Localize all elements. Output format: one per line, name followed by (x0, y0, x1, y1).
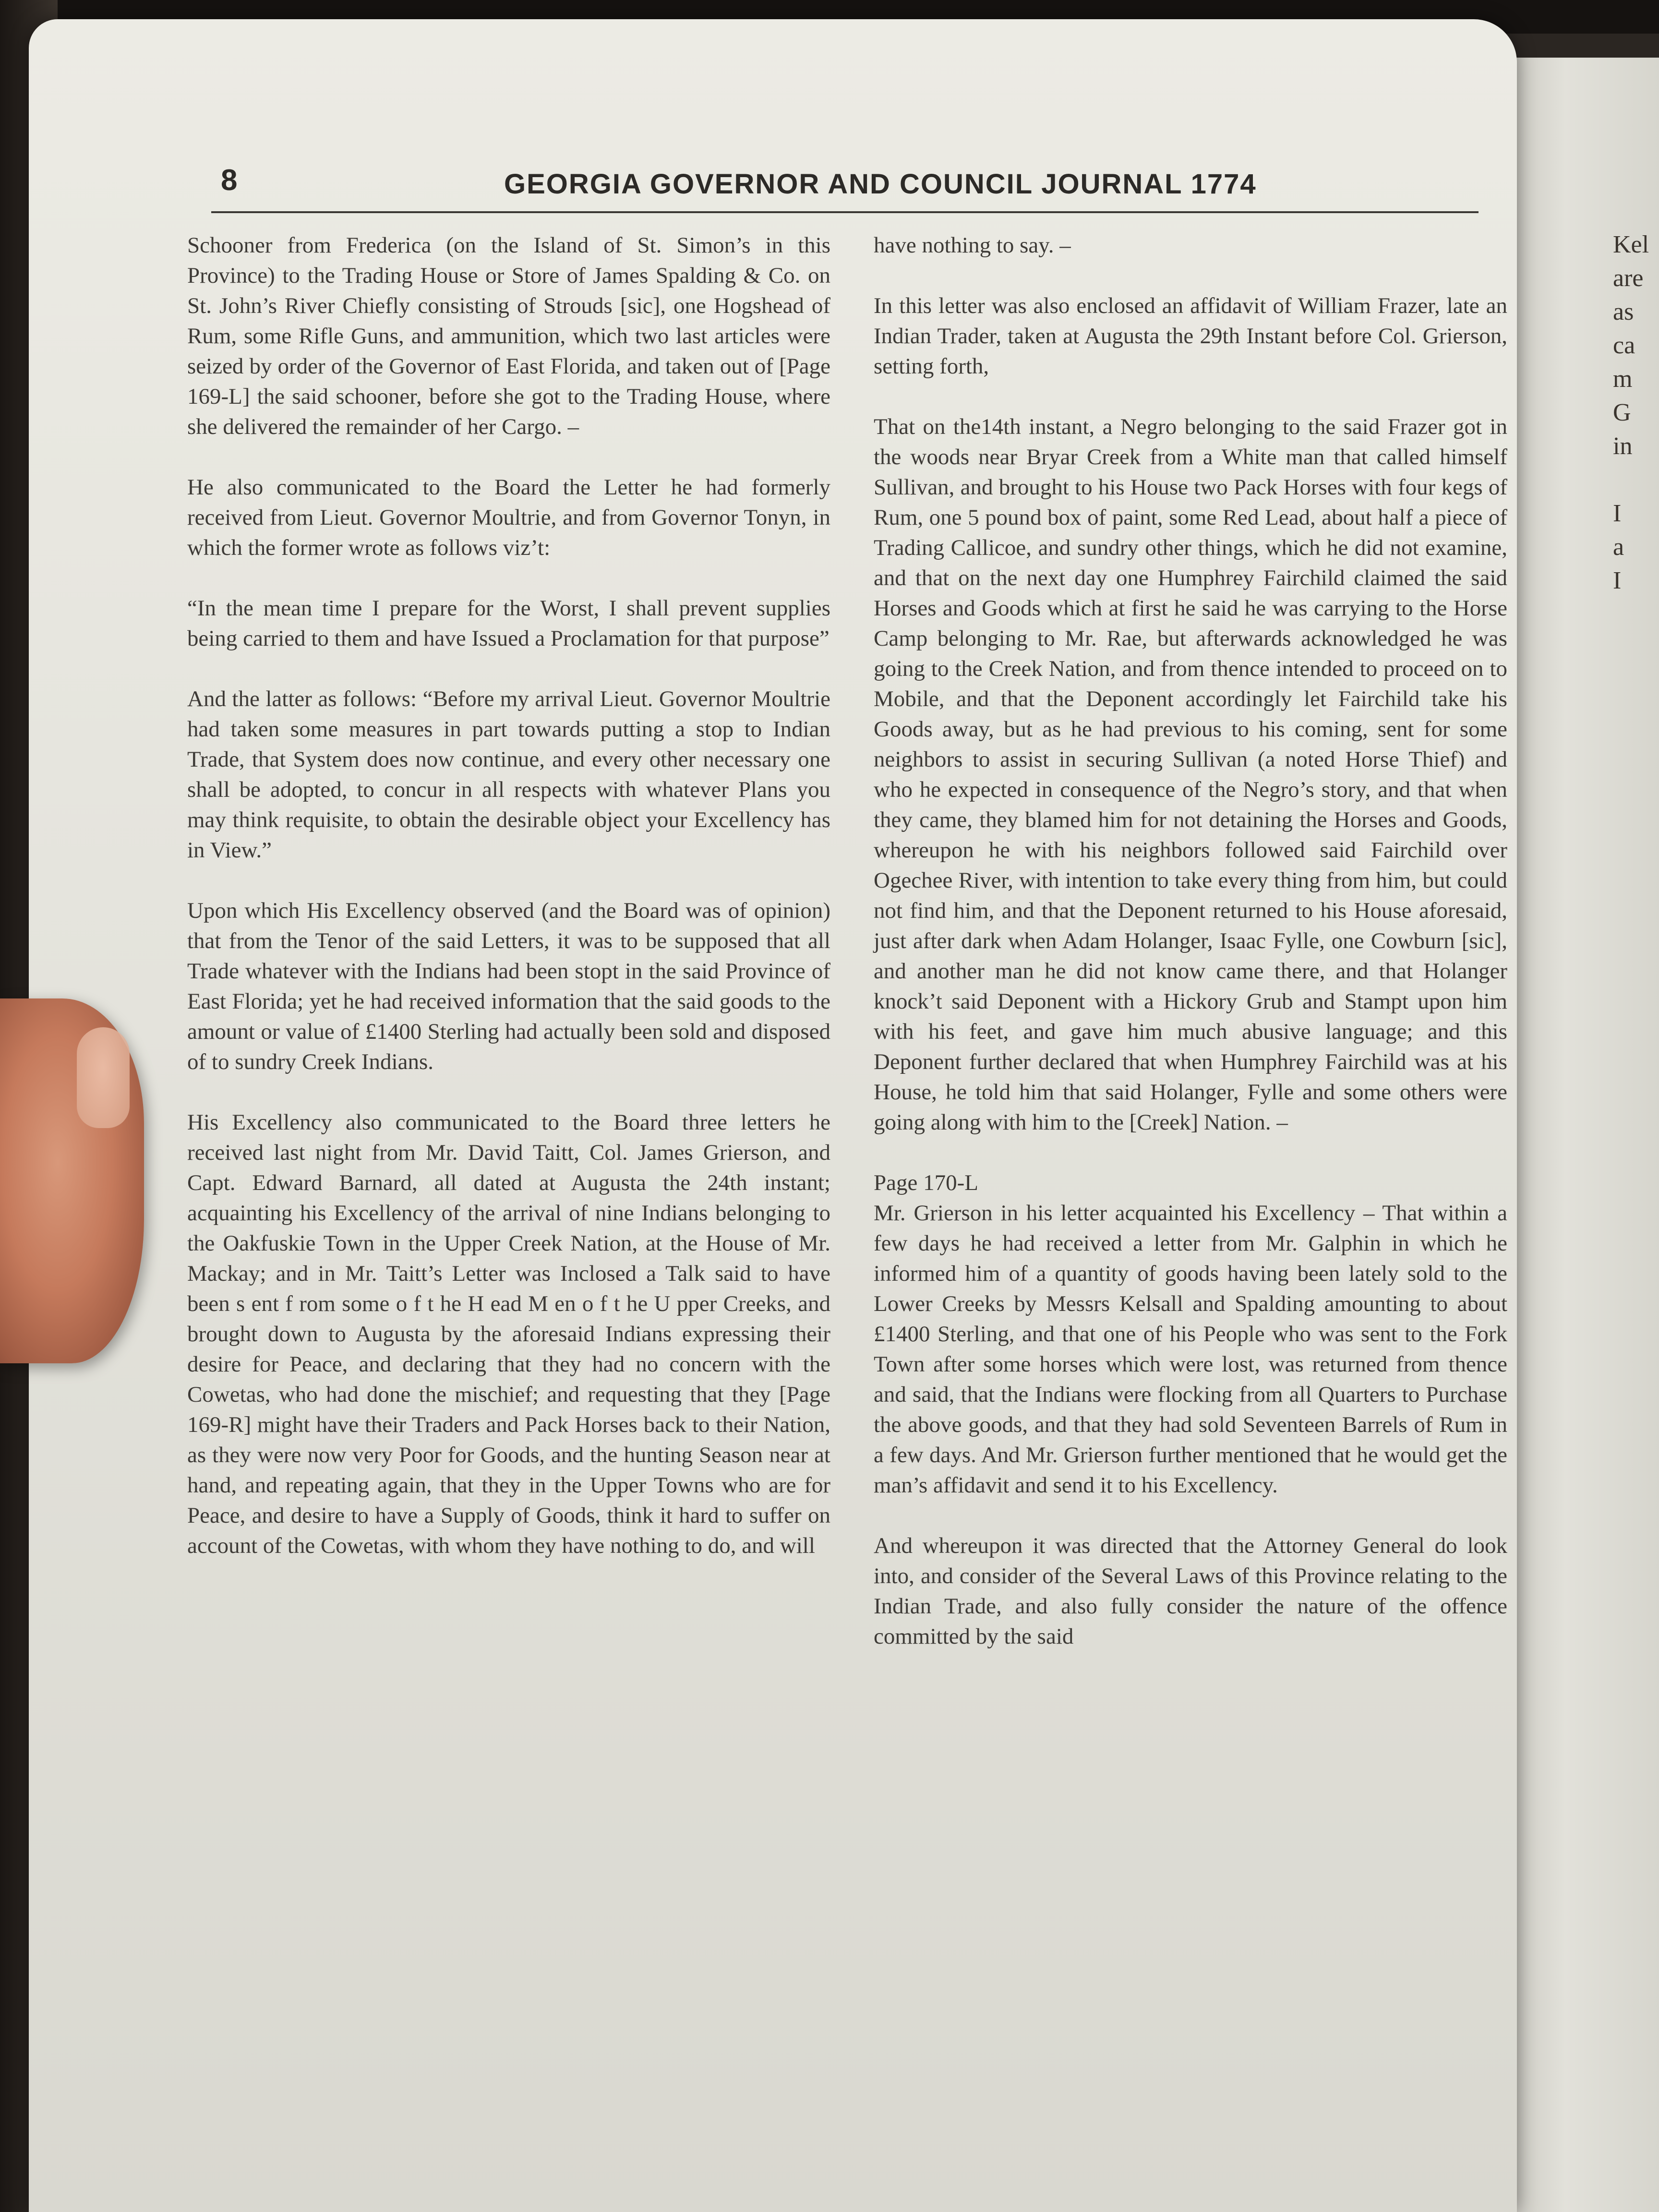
page-reference: Page 170-L (874, 1170, 978, 1195)
facing-page-fragment: Kel (1613, 231, 1649, 258)
facing-page-fragment: as (1613, 298, 1634, 325)
left-column (187, 230, 830, 1591)
header-rule (211, 211, 1479, 213)
paragraph: Schooner from Frederica (on the Island of St. Simon’s in this Province) to the Trading House or Store of James Spalding & Co. on St. John’s River Chiefly consisting of Strouds [sic], one Hogshead of Rum, some Rifle Guns, and ammunition, which two last articles were seized by order of the Governor of East Florida, and taken out of [Page 169-L] the said schooner, before she got to the Trading House, where she delivered the remainder of her Cargo. – (187, 233, 830, 439)
facing-page-fragment: ca (1613, 332, 1635, 359)
facing-page-fragment: G (1613, 399, 1631, 426)
facing-page (1503, 58, 1659, 2212)
facing-page-fragment: a (1613, 533, 1624, 561)
right-column (874, 230, 1507, 1682)
paragraph: “In the mean time I prepare for the Worst, I shall prevent supplies being carried to them and have Issued a Proclamation for that purpose” (187, 596, 830, 651)
facing-page-fragment: are (1613, 264, 1644, 292)
facing-page-fragment: I (1613, 567, 1622, 594)
page-header (192, 163, 1488, 206)
facing-page-fragment: m (1613, 365, 1633, 393)
paragraph: His Excellency also communicated to the Board three letters he received last night from Mr. David Taitt, Col. James Grierson, and Capt. Edward Barnard, all dated at Augusta the 24th instant; acquainting his Excellency of the arrival of nine Indians belonging to the Oakfuskie Town in the Upper Creek Nation, at the House of Mr. Mackay; and in Mr. Taitt’s Letter was Inclosed a Talk said to have been s ent f rom some o f t he H ead M en o f t he U pper Creeks, and brought down to Augusta by the aforesaid Indians expressing their desire for Peace, and declaring that they had no concern with the Cowetas, who had done the mischief; and requesting that they [Page 169-R] might have their Traders and Pack Horses back to their Nation, as they were now very Poor for Goods, and the hunting Season near at hand, and repeating again, that they in the Upper Towns who are for Peace, and desire to have a Supply of Goods, think it hard to suffer on account of the Cowetas, with whom they have nothing to do, and will (187, 1110, 830, 1558)
facing-page-fragment: in (1613, 433, 1633, 460)
paragraph: have nothing to say. – (874, 233, 1071, 258)
thumbnail-nail (77, 1027, 130, 1128)
paragraph: He also communicated to the Board the Letter he had formerly received from Lieut. Governor Moultrie, and from Governor Tonyn, in which the former wrote as follows viz’t: (187, 475, 830, 560)
paragraph: Upon which His Excellency observed (and the Board was of opinion) that from the Tenor of the said Letters, it was to be supposed that all Trade whatever with the Indians had been stopt in the said Province of East Florida; yet he had received information that the said goods to the amount or value of £1400 Sterling had actually been sold and disposed of to sundry Creek Indians. (187, 898, 830, 1074)
thumb-image (0, 998, 144, 1363)
paragraph: That on the14th instant, a Negro belonging to the said Frazer got in the woods near Bryar Creek from a White man that called himself Sullivan, and brought to his House two Pack Horses with four kegs of Rum, one 5 pound box of paint, some Red Lead, about half a piece of Trading Callicoe, and sundry other things, which he did not examine, and that on the next day one Humphrey Fairchild claimed the said Horses and Goods which at first he said he was carrying to the Horse Camp belonging to Mr. Rae, but afterwards acknowledged he was going to the Creek Nation, and from thence intended to proceed on to Mobile, and that the Deponent accordingly let Fairchild take his Goods away, but as he had previous to his coming, sent for some neighbors to assist in securing Sullivan (a noted Horse Thief) and who he expected in consequence of the Negro’s story, and that when they came, they blamed him for not detaining the Horses and Goods, whereupon he with his neighbors followed said Fairchild over Ogechee River, with intention to take every thing from him, but could not find him, and that the Deponent returned to his House aforesaid, just after dark when Adam Holanger, Isaac Fylle, one Cowburn [sic], and another man he did not know came there, and that Holanger knock’t said Deponent with a Hickory Grub and Stampt upon him with his feet, and gave him much abusive language; and this Deponent further declared that when Humphrey Fairchild was at his House, he told him that said Holanger, Fylle and some others were going along with him to the [Creek] Nation. – (874, 414, 1507, 1135)
paragraph: In this letter was also enclosed an affidavit of William Frazer, late an Indian Trader, taken at Augusta the 29th Instant before Col. Grierson, setting forth, (874, 293, 1507, 379)
paragraph: Mr. Grierson in his letter acquainted his Excellency – That within a few days he had received a letter from Mr. Galphin in which he informed him of a quantity of goods having been lately sold to the Lower Creeks by Messrs Kelsall and Spalding amounting to about £1400 Sterling, and that one of his People who was sent to the Fork Town after some horses which were lost, was returned from thence and said, that the Indians were flocking from all Quarters to Purchase the above goods, and that they had sold Seventeen Barrels of Rum in a few days. And Mr. Grierson further mentioned that he would get the man’s affidavit and send it to his Excellency. (874, 1201, 1507, 1498)
running-title: GEORGIA GOVERNOR AND COUNCIL JOURNAL 1774 (504, 168, 1257, 200)
page-number: 8 (221, 164, 238, 197)
facing-page-fragment: I (1613, 500, 1622, 527)
paragraph: And whereupon it was directed that the Attorney General do look into, and consider of the Several Laws of this Province relating to the Indian Trade, and also fully consider the nature of the offence committed by the said (874, 1533, 1507, 1649)
paragraph: And the latter as follows: “Before my arrival Lieut. Governor Moultrie had taken some measures in part towards putting a stop to Indian Trade, that System does now continue, and every other necessary one shall be adopted, to concur in all respects with whatever Plans you may think requisite, to obtain the desirable object your Excellency has in View.” (187, 686, 830, 863)
